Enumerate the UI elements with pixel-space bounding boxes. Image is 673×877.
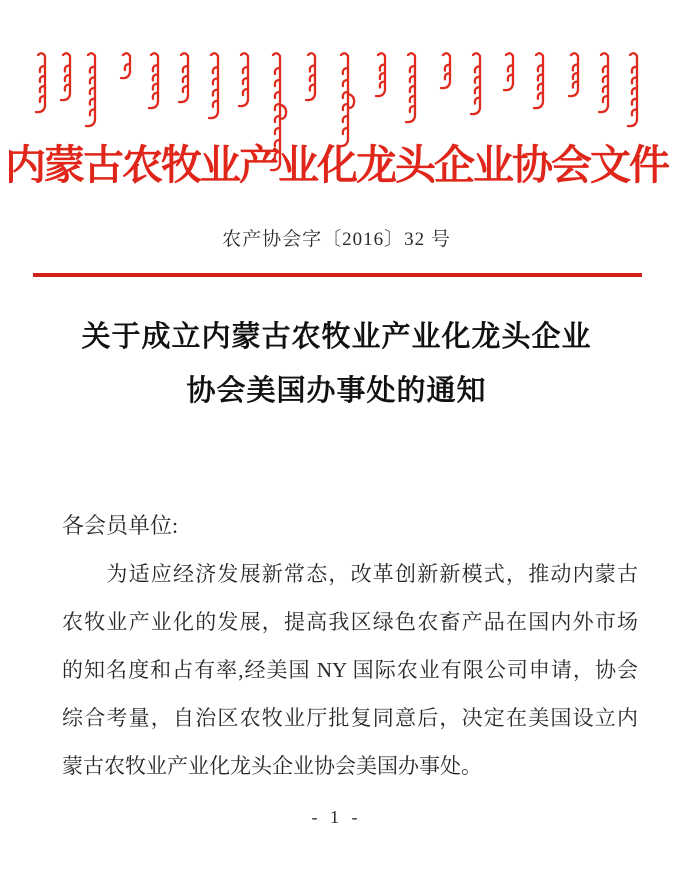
salutation: 各会员单位:	[62, 513, 179, 538]
document-number: 农产协会字〔2016〕32 号	[222, 229, 451, 250]
paragraph-line: 蒙古农牧业产业化龙头企业协会美国办事处。	[62, 754, 482, 778]
paragraph-line: 为适应经济发展新常态，改革创新新模式，推动内蒙古	[62, 562, 638, 586]
document-title	[0, 310, 673, 418]
paragraph-line: 农牧业产业化的发展，提高我区绿色农畜产品在国内外市场	[62, 610, 638, 634]
page-number: - 1 -	[311, 807, 362, 827]
paragraph-line: 综合考量，自治区农牧业厅批复同意后，决定在美国设立内	[62, 706, 638, 730]
document-title-line1: 关于成立内蒙古农牧业产业化龙头企业	[81, 321, 592, 353]
banner-title: 内蒙古农牧业产业化龙头企业协会文件	[5, 142, 668, 188]
red-divider-line	[33, 273, 642, 277]
paragraph-line: 的知名度和占有率,经美国 NY 国际农业有限公司申请，协会	[62, 658, 638, 682]
document-title-line2: 协会美国办事处的通知	[186, 375, 487, 407]
body-paragraph	[62, 550, 638, 790]
